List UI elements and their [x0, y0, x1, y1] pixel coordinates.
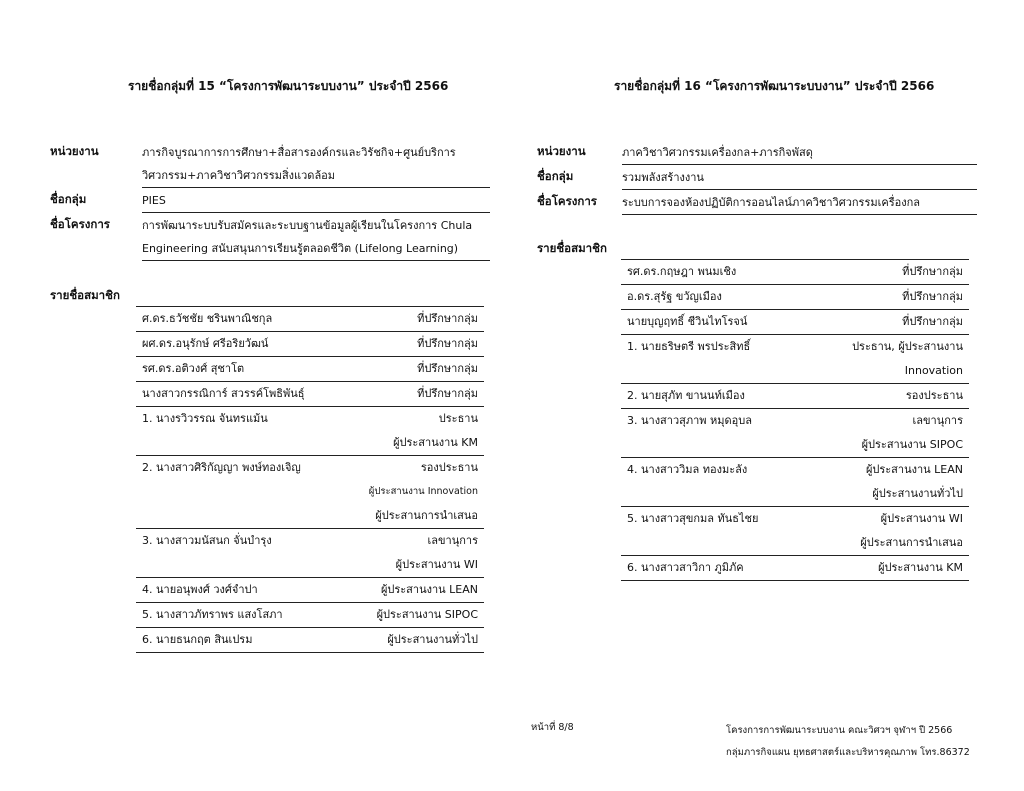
member-role: ที่ปรึกษากลุ่ม [417, 337, 478, 350]
member-role: ประธาน [438, 412, 478, 425]
member-role: รองประธาน [420, 461, 478, 474]
member-role: ที่ปรึกษากลุ่ม [902, 290, 963, 303]
member-roles [393, 407, 478, 455]
member-row [136, 529, 484, 578]
unit-line: ภาควิชาวิศวกรรมเครื่องกล+ภารกิจพัสดุ [622, 146, 813, 159]
member-name: 4. นายอนุพงศ์ วงศ์จำปา [142, 583, 258, 596]
member-roles [860, 507, 963, 555]
member-roles [852, 335, 963, 383]
member-roles [902, 310, 963, 334]
member-role: ประธาน, ผู้ประสานงาน [852, 340, 963, 353]
project-line: ระบบการจองห้องปฏิบัติการออนไลน์ภาควิชาวิศวกรรมเครื่องกล [622, 196, 921, 209]
page-number: หน้าที่ 8/8 [531, 722, 574, 733]
member-role: ผู้ประสานงาน WI [395, 558, 478, 571]
member-roles [417, 357, 478, 381]
member-row [136, 407, 484, 456]
unit-line: ภารกิจบูรณาการการศึกษา+สื่อสารองค์กรและวิรัชกิจ+ศูนย์บริการ [142, 146, 456, 159]
member-row [136, 382, 484, 407]
member-role: ผู้ประสานงาน KM [878, 561, 963, 574]
member-row [621, 260, 969, 285]
member-role: ผู้ประสานงาน KM [393, 436, 478, 449]
member-row [136, 307, 484, 332]
member-name: 1. นายธริษตรี พรประสิทธิ์ [627, 340, 751, 353]
member-row [136, 603, 484, 628]
member-name: รศ.ดร.อติวงศ์ สุชาโต [142, 362, 245, 375]
member-roles [369, 456, 478, 528]
member-role: ผู้ประสานการนำเสนอ [375, 509, 478, 522]
unit-value [622, 140, 977, 165]
members-label: รายชื่อสมาชิก [50, 288, 120, 302]
member-name: 1. นางรวิวรรณ จันทรแม้น [142, 412, 268, 425]
member-role: Innovation [904, 364, 963, 377]
member-row [136, 357, 484, 382]
member-name: 4. นางสาววิมล ทองมะลัง [627, 463, 748, 476]
member-roles [417, 382, 478, 406]
unit-line: วิศวกรรม+ภาควิชาวิศวกรรมสิ่งแวดล้อม [142, 169, 336, 182]
member-roles [906, 384, 963, 408]
member-roles [862, 409, 963, 457]
member-role: เลขานุการ [427, 534, 478, 547]
member-role: ผู้ประสานงานทั่วไป [872, 487, 963, 500]
member-role: ที่ปรึกษากลุ่ม [902, 265, 963, 278]
member-name: อ.ดร.สุรัฐ ขวัญเมือง [627, 290, 722, 303]
project-line: การพัฒนาระบบรับสมัครและระบบฐานข้อมูลผู้เรียนในโครงการ Chula [142, 219, 473, 232]
group-name-text: PIES [142, 194, 166, 207]
member-name: 6. นายธนกฤต สินเปรม [142, 633, 253, 646]
unit-row [537, 140, 977, 165]
member-name: 2. นางสาวศิริกัญญา พงษ์ทองเจิญ [142, 461, 301, 474]
project-value [622, 190, 977, 215]
member-role: ผู้ประสานงาน Innovation [368, 486, 478, 497]
unit-label: หน่วยงาน [50, 144, 99, 158]
member-row [621, 285, 969, 310]
member-roles [866, 458, 963, 506]
footer-info [726, 720, 970, 764]
member-roles [387, 628, 478, 652]
group-name-value [622, 165, 977, 190]
member-name: นายบุญฤทธิ์ ชีวินไทโรจน์ [627, 315, 748, 328]
member-roles [902, 285, 963, 309]
member-row [136, 332, 484, 357]
member-role: ผู้ประสานงาน WI [880, 512, 963, 525]
member-role: ผู้ประสานการนำเสนอ [860, 536, 963, 549]
member-row [621, 409, 969, 458]
member-name: ศ.ดร.ธวัชชัย ชรินพาณิชกุล [142, 312, 273, 325]
group-15-info [50, 140, 490, 261]
member-name: 3. นางสาวมนัสนก จั่นบำรุง [142, 534, 272, 547]
unit-label: หน่วยงาน [537, 144, 586, 158]
project-row [537, 190, 977, 215]
project-line: Engineering สนับสนุนการเรียนรู้ตลอดชีวิต (Lifelong Learning) [142, 242, 459, 255]
member-row [621, 458, 969, 507]
member-role: ที่ปรึกษากลุ่ม [417, 312, 478, 325]
member-table [621, 259, 969, 581]
group-16-info [537, 140, 977, 215]
member-roles [381, 578, 478, 602]
group-name-value [142, 188, 490, 213]
member-row [136, 628, 484, 653]
member-role: เลขานุการ [912, 414, 963, 427]
member-role: ผู้ประสานงาน LEAN [865, 463, 963, 476]
project-row [50, 213, 490, 261]
group-16-title: รายชื่อกลุ่มที่ 16 “โครงการพัฒนาระบบงาน” ประจำปี 2566 [614, 79, 935, 93]
member-name: 3. นางสาวสุภาพ หมุดอุบล [627, 414, 752, 427]
member-roles [417, 307, 478, 331]
unit-value [142, 140, 490, 188]
member-name: รศ.ดร.กฤษฎา พนมเชิง [627, 265, 737, 278]
member-row [621, 507, 969, 556]
member-name: 5. นางสาวภัทราพร แสงโสภา [142, 608, 283, 621]
member-row [621, 310, 969, 335]
member-role: ที่ปรึกษากลุ่ม [417, 387, 478, 400]
group-name-row [50, 188, 490, 213]
member-roles [396, 529, 478, 577]
member-row [621, 384, 969, 409]
group-name-label: ชื่อกลุ่ม [50, 192, 87, 206]
member-table [136, 306, 484, 653]
member-row [136, 578, 484, 603]
member-roles [417, 332, 478, 356]
member-role: ผู้ประสานงาน LEAN [380, 583, 478, 596]
member-roles [902, 260, 963, 284]
member-role: ผู้ประสานงานทั่วไป [387, 633, 478, 646]
member-role: ผู้ประสานงาน SIPOC [376, 608, 478, 621]
member-role: ผู้ประสานงาน SIPOC [861, 438, 963, 451]
project-label: ชื่อโครงการ [50, 217, 110, 231]
member-row [621, 556, 969, 581]
member-name: นางสาวกรรณิการ์ สวรรค์โพธิพันธุ์ [142, 387, 305, 400]
project-label: ชื่อโครงการ [537, 194, 597, 208]
member-role: รองประธาน [905, 389, 963, 402]
group-15-title: รายชื่อกลุ่มที่ 15 “โครงการพัฒนาระบบงาน” ประจำปี 2566 [128, 79, 449, 93]
member-role: ที่ปรึกษากลุ่ม [417, 362, 478, 375]
member-role: ที่ปรึกษากลุ่ม [902, 315, 963, 328]
member-roles [878, 556, 963, 580]
group-name-label: ชื่อกลุ่ม [537, 169, 574, 183]
member-roles [377, 603, 478, 627]
group-name-row [537, 165, 977, 190]
unit-row [50, 140, 490, 188]
member-name: 5. นางสาวสุขกมล ทันธไชย [627, 512, 759, 525]
member-name: ผศ.ดร.อนุรักษ์ ศรีอริยวัฒน์ [142, 337, 269, 350]
footer-line: โครงการการพัฒนาระบบงาน คณะวิศวฯ จุฬาฯ ปี 2566 [726, 725, 953, 736]
member-row [621, 335, 969, 384]
footer-line: กลุ่มภารกิจแผน ยุทธศาสตร์และบริหารคุณภาพ โทร.86372 [726, 747, 970, 758]
group-name-text: รวมพลังสร้างงาน [622, 171, 704, 184]
project-value [142, 213, 490, 261]
member-name: 6. นางสาวสาวิกา ภูมิภัค [627, 561, 744, 574]
members-label: รายชื่อสมาชิก [537, 241, 607, 255]
member-name: 2. นายสุภัท ขานนท์เมือง [627, 389, 745, 402]
member-row [136, 456, 484, 529]
